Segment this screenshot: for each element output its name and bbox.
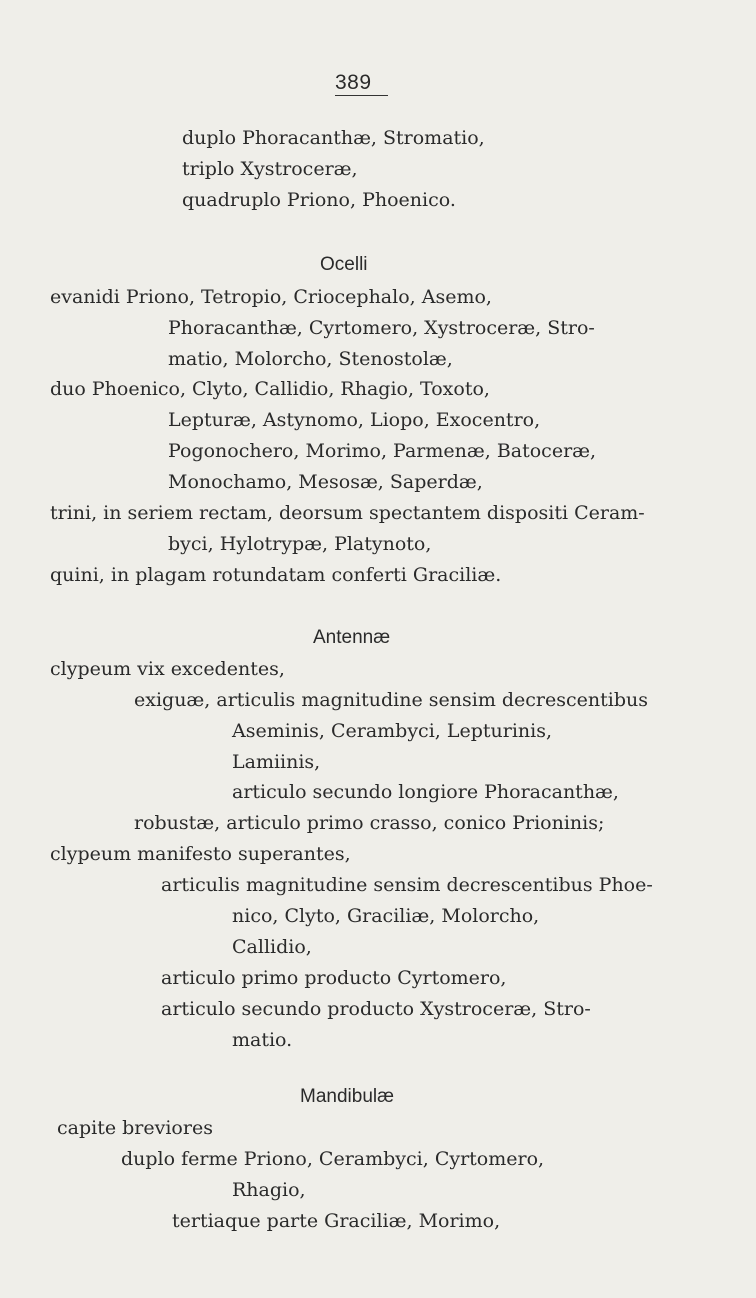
text-line: evanidi Priono, Tetropio, Criocephalo, Asemo,: [50, 286, 492, 308]
text-line: capite breviores: [57, 1117, 213, 1139]
text-line: robustæ, articulo primo crasso, conico Prioninis;: [134, 812, 605, 834]
text-line: clypeum vix excedentes,: [50, 658, 285, 680]
text-line: articulo primo producto Cyrtomero,: [161, 967, 507, 989]
text-line: quadruplo Priono, Phoenico.: [182, 189, 456, 211]
text-line: clypeum manifesto superantes,: [50, 843, 351, 865]
text-line: byci, Hylotrypæ, Platynoto,: [168, 533, 432, 555]
section-heading-antennae: Antennæ: [313, 627, 391, 648]
text-line: articulis magnitudine sensim decrescentibus Phoe-: [161, 874, 653, 896]
text-line: exiguæ, articulis magnitudine sensim decrescentibus: [134, 689, 648, 711]
text-line: Aseminis, Cerambyci, Lepturinis,: [232, 720, 553, 742]
text-line: Callidio,: [232, 936, 312, 958]
text-line: Rhagio,: [232, 1179, 306, 1201]
text-line: duplo Phoracanthæ, Stromatio,: [182, 127, 485, 149]
text-line: matio, Molorcho, Stenostolæ,: [168, 348, 453, 370]
text-line: Monochamo, Mesosæ, Saperdæ,: [168, 471, 483, 493]
text-line: nico, Clyto, Graciliæ, Molorcho,: [232, 905, 540, 927]
text-line: articulo secundo longiore Phoracanthæ,: [232, 781, 619, 803]
text-line: Lepturæ, Astynomo, Liopo, Exocentro,: [168, 409, 541, 431]
text-line: quini, in plagam rotundatam conferti Graciliæ.: [50, 564, 502, 586]
text-line: duplo ferme Priono, Cerambyci, Cyrtomero,: [121, 1148, 545, 1170]
text-line: duo Phoenico, Clyto, Callidio, Rhagio, Toxoto,: [50, 378, 490, 400]
text-line: Phoracanthæ, Cyrtomero, Xystroceræ, Stro-: [168, 317, 595, 339]
text-line: triplo Xystroceræ,: [182, 158, 358, 180]
text-line: tertiaque parte Graciliæ, Morimo,: [172, 1210, 501, 1232]
text-line: Lamiinis,: [232, 751, 321, 773]
text-line: articulo secundo producto Xystroceræ, Stro-: [161, 998, 591, 1020]
page-number: 389: [335, 72, 388, 96]
section-heading-ocelli: Ocelli: [320, 254, 368, 275]
section-heading-mandibulae: Mandibulæ: [300, 1086, 394, 1107]
text-line: Pogonochero, Morimo, Parmenæ, Batoceræ,: [168, 440, 597, 462]
text-line: trini, in seriem rectam, deorsum spectantem dispositi Ceram-: [50, 502, 645, 524]
text-line: matio.: [232, 1029, 293, 1051]
